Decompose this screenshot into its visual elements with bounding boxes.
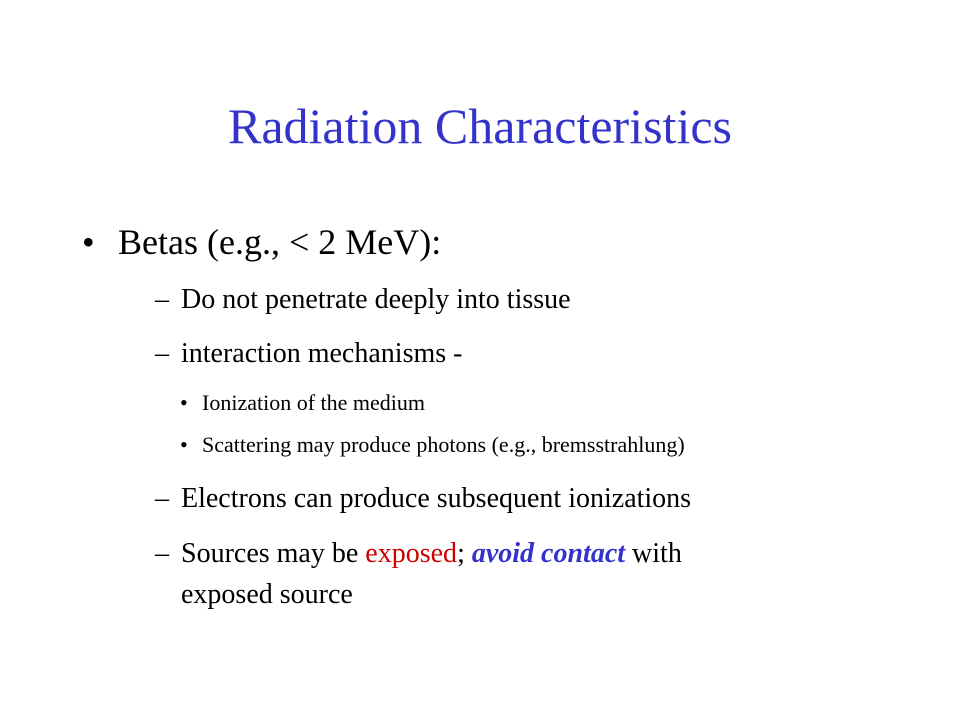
avoid-contact-emphasis: avoid contact: [471, 538, 626, 569]
bullet-betas: [82, 220, 441, 264]
subitem-mechanisms: [155, 337, 462, 371]
dash-marker: –: [155, 338, 169, 369]
subitem-sources: [155, 537, 682, 571]
subitem-penetrate-text: Do not penetrate deeply into tissue: [181, 284, 571, 315]
exposed-highlight: exposed: [365, 538, 458, 569]
sources-text-part3: with: [625, 538, 682, 569]
sources-text-part1: Sources may be: [181, 538, 366, 569]
subitem-electrons-text: Electrons can produce subsequent ionizations: [181, 483, 692, 514]
dash-marker: –: [155, 538, 169, 569]
slide-title: Radiation Characteristics: [227, 98, 732, 154]
subitem-mechanisms-text: interaction mechanisms -: [181, 338, 463, 369]
sources-text-part2: ;: [457, 538, 472, 569]
subsubitem-scattering: [180, 431, 685, 459]
subsubitem-ionization: [180, 389, 425, 417]
dash-marker: –: [155, 284, 169, 315]
bullet-marker: •: [180, 432, 188, 457]
bullet-marker: •: [180, 390, 188, 415]
dash-marker: –: [155, 483, 169, 514]
subsubitem-ionization-text: Ionization of the medium: [202, 390, 425, 415]
bullet-betas-text: Betas (e.g., < 2 MeV):: [118, 222, 442, 262]
subsubitem-scattering-text: Scattering may produce photons (e.g., bremsstrahlung): [202, 432, 685, 457]
subitem-penetrate: [155, 283, 571, 317]
subitem-sources-continuation: exposed source: [181, 579, 353, 610]
bullet-marker: •: [82, 222, 95, 262]
subitem-electrons: [155, 482, 691, 516]
